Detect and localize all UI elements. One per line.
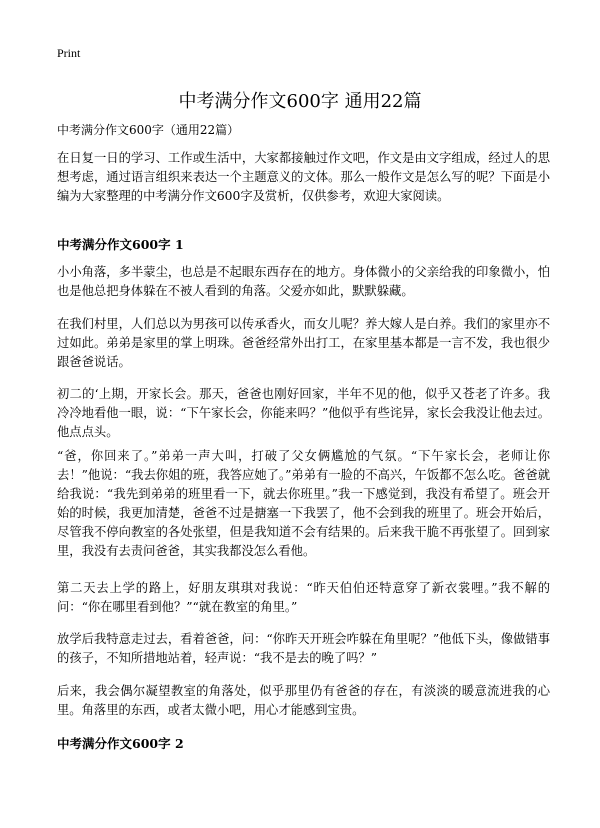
page-subtitle: 中考满分作文600字（通用22篇）: [57, 123, 240, 137]
section-heading: 中考满分作文600字 2: [57, 736, 184, 751]
page-title: 中考满分作文600字 通用22篇: [178, 91, 422, 113]
body-paragraph: 后来，我会偶尔凝望教室的角落处，似乎那里仍有爸爸的存在，有淡淡的暖意流进我的心里。角落里的东西，或者太微小吧，用心才能感到宝贵。: [57, 684, 550, 717]
body-paragraph: 小小角落，多半蒙尘，也总是不起眼东西存在的地方。身体微小的父亲给我的印象微小，怕也是他总把身体躲在不被人看到的角落。父爱亦如此，默默躲藏。: [57, 265, 550, 298]
body-paragraph: 第二天去上学的路上，好朋友琪琪对我说：“昨天伯伯还特意穿了新衣裳哩。”我不解的问：“你在哪里看到他？”“就在教室的角里。”: [57, 581, 550, 614]
section-heading: 中考满分作文600字 1: [57, 237, 184, 252]
intro-paragraph: 在日复一日的学习、工作或生活中，大家都接触过作文吧，作文是由文字组成，经过人的思想考虑，通过语言组织来表达一个主题意义的文体。那么一般作文是怎么写的呢？下面是小编为大家整理的中考满分作文600字及赏析，仅供参考，欢迎大家阅读。: [57, 151, 550, 203]
body-paragraph: 初二的‘上期，开家长会。那天，爸爸也刚好回家，半年不见的他，似乎又苍老了许多。我冷冷地看他一眼，说：“下午家长会，你能来吗？”他似乎有些诧异，家长会我没让他去过。他点点头。: [57, 387, 550, 439]
body-paragraph: 放学后我特意走过去，看着爸爸，问：“你昨天开班会咋躲在角里呢？”他低下头，像做错事的孩子，不知所措地站着，轻声说：“我不是去的晚了吗？”: [57, 632, 550, 665]
print-link[interactable]: Print: [57, 46, 81, 60]
body-paragraph: 在我们村里，人们总以为男孩可以传承香火，而女儿呢？养大嫁人是白养。我们的家里亦不过如此。弟弟是家里的掌上明珠。爸爸经常外出打工，在家里基本都是一言不发，我也很少跟爸爸说话。: [57, 317, 550, 369]
body-paragraph: “爸，你回来了。”弟弟一声大叫，打破了父女俩尴尬的气氛。“下午家长会，老师让你去！”他说：“我去你姐的班，我答应她了。”弟弟有一脸的不高兴，午饭都不怎么吃。爸爸就给我说：“我先到弟弟的班里看一下，就去你班里。”我一下感觉到，我没有希望了。班会开始的时候，我更加清楚，爸爸不过是搪塞一下我罢了，他不会到我的班里了。班会开始后，尽管我不停向教室的各处张望，但是我知道不会有结果的。后来我干脆不再张望了。回到家里，我没有去责问爸爸，其实我都没怎么看他。: [57, 449, 550, 558]
